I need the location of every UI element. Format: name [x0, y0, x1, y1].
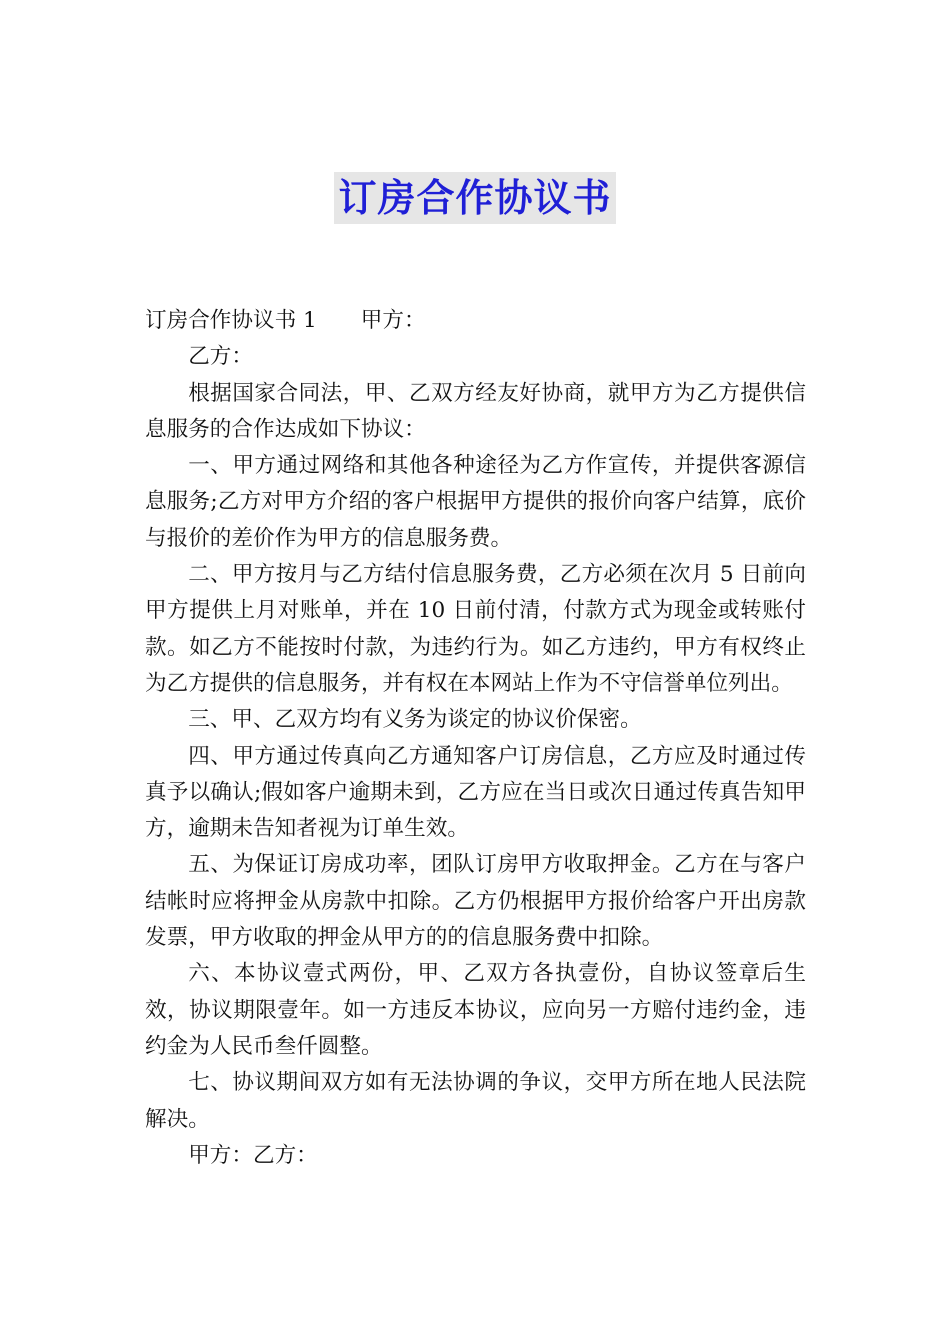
paragraph-clause-6: 六、本协议壹式两份，甲、乙双方各执壹份，自协议签章后生效，协议期限壹年。如一方违反本协议，应向另一方赔付违约金，违约金为人民币叁仟圆整。 [145, 961, 806, 1059]
heading-label: 订房合作协议书 1 [145, 308, 317, 333]
heading-line [145, 303, 806, 339]
paragraph-clause-1: 一、甲方通过网络和其他各种途径为乙方作宣传，并提供客源信息服务;乙方对甲方介绍的客户根据甲方提供的报价向客户结算，底价与报价的差价作为甲方的信息服务费。 [145, 453, 806, 551]
paragraph-clause-4: 四、甲方通过传真向乙方通知客户订房信息，乙方应及时通过传真予以确认;假如客户逾期未到，乙方应在当日或次日通过传真告知甲方，逾期未告知者视为订单生效。 [145, 743, 806, 842]
paragraph-intro: 根据国家合同法，甲、乙双方经友好协商，就甲方为乙方提供信息服务的合作达成如下协议： [145, 380, 806, 442]
party-a-label: 甲方： [360, 308, 426, 333]
paragraph-clause-5: 五、为保证订房成功率，团队订房甲方收取押金。乙方在与客户结帐时应将押金从房款中扣除。乙方仍根据甲方报价给客户开出房款发票，甲方收取的押金从甲方的的信息服务费中扣除。 [145, 852, 806, 951]
paragraph-party-b: 乙方： [188, 344, 253, 370]
paragraph-signatures: 甲方：乙方： [188, 1142, 318, 1168]
title-container [0, 172, 950, 224]
paragraph-clause-2: 二、甲方按月与乙方结付信息服务费，乙方必须在次月 5 日前向甲方提供上月对账单，并在 10 日前付清，付款方式为现金或转账付款。如乙方不能按时付款，为违约行为。如乙方违约，甲方有权终止为乙方提供的信息服务，并有权在本网站上作为不守信誉单位列出。 [145, 562, 806, 696]
paragraph-clause-7: 七、协议期间双方如有无法协调的争议，交甲方所在地人民法院解决。 [145, 1070, 806, 1132]
document-title: 订房合作协议书 [334, 172, 615, 224]
document-body [145, 303, 806, 1174]
paragraph-clause-3: 三、甲、乙双方均有义务为谈定的协议价保密。 [188, 707, 642, 733]
